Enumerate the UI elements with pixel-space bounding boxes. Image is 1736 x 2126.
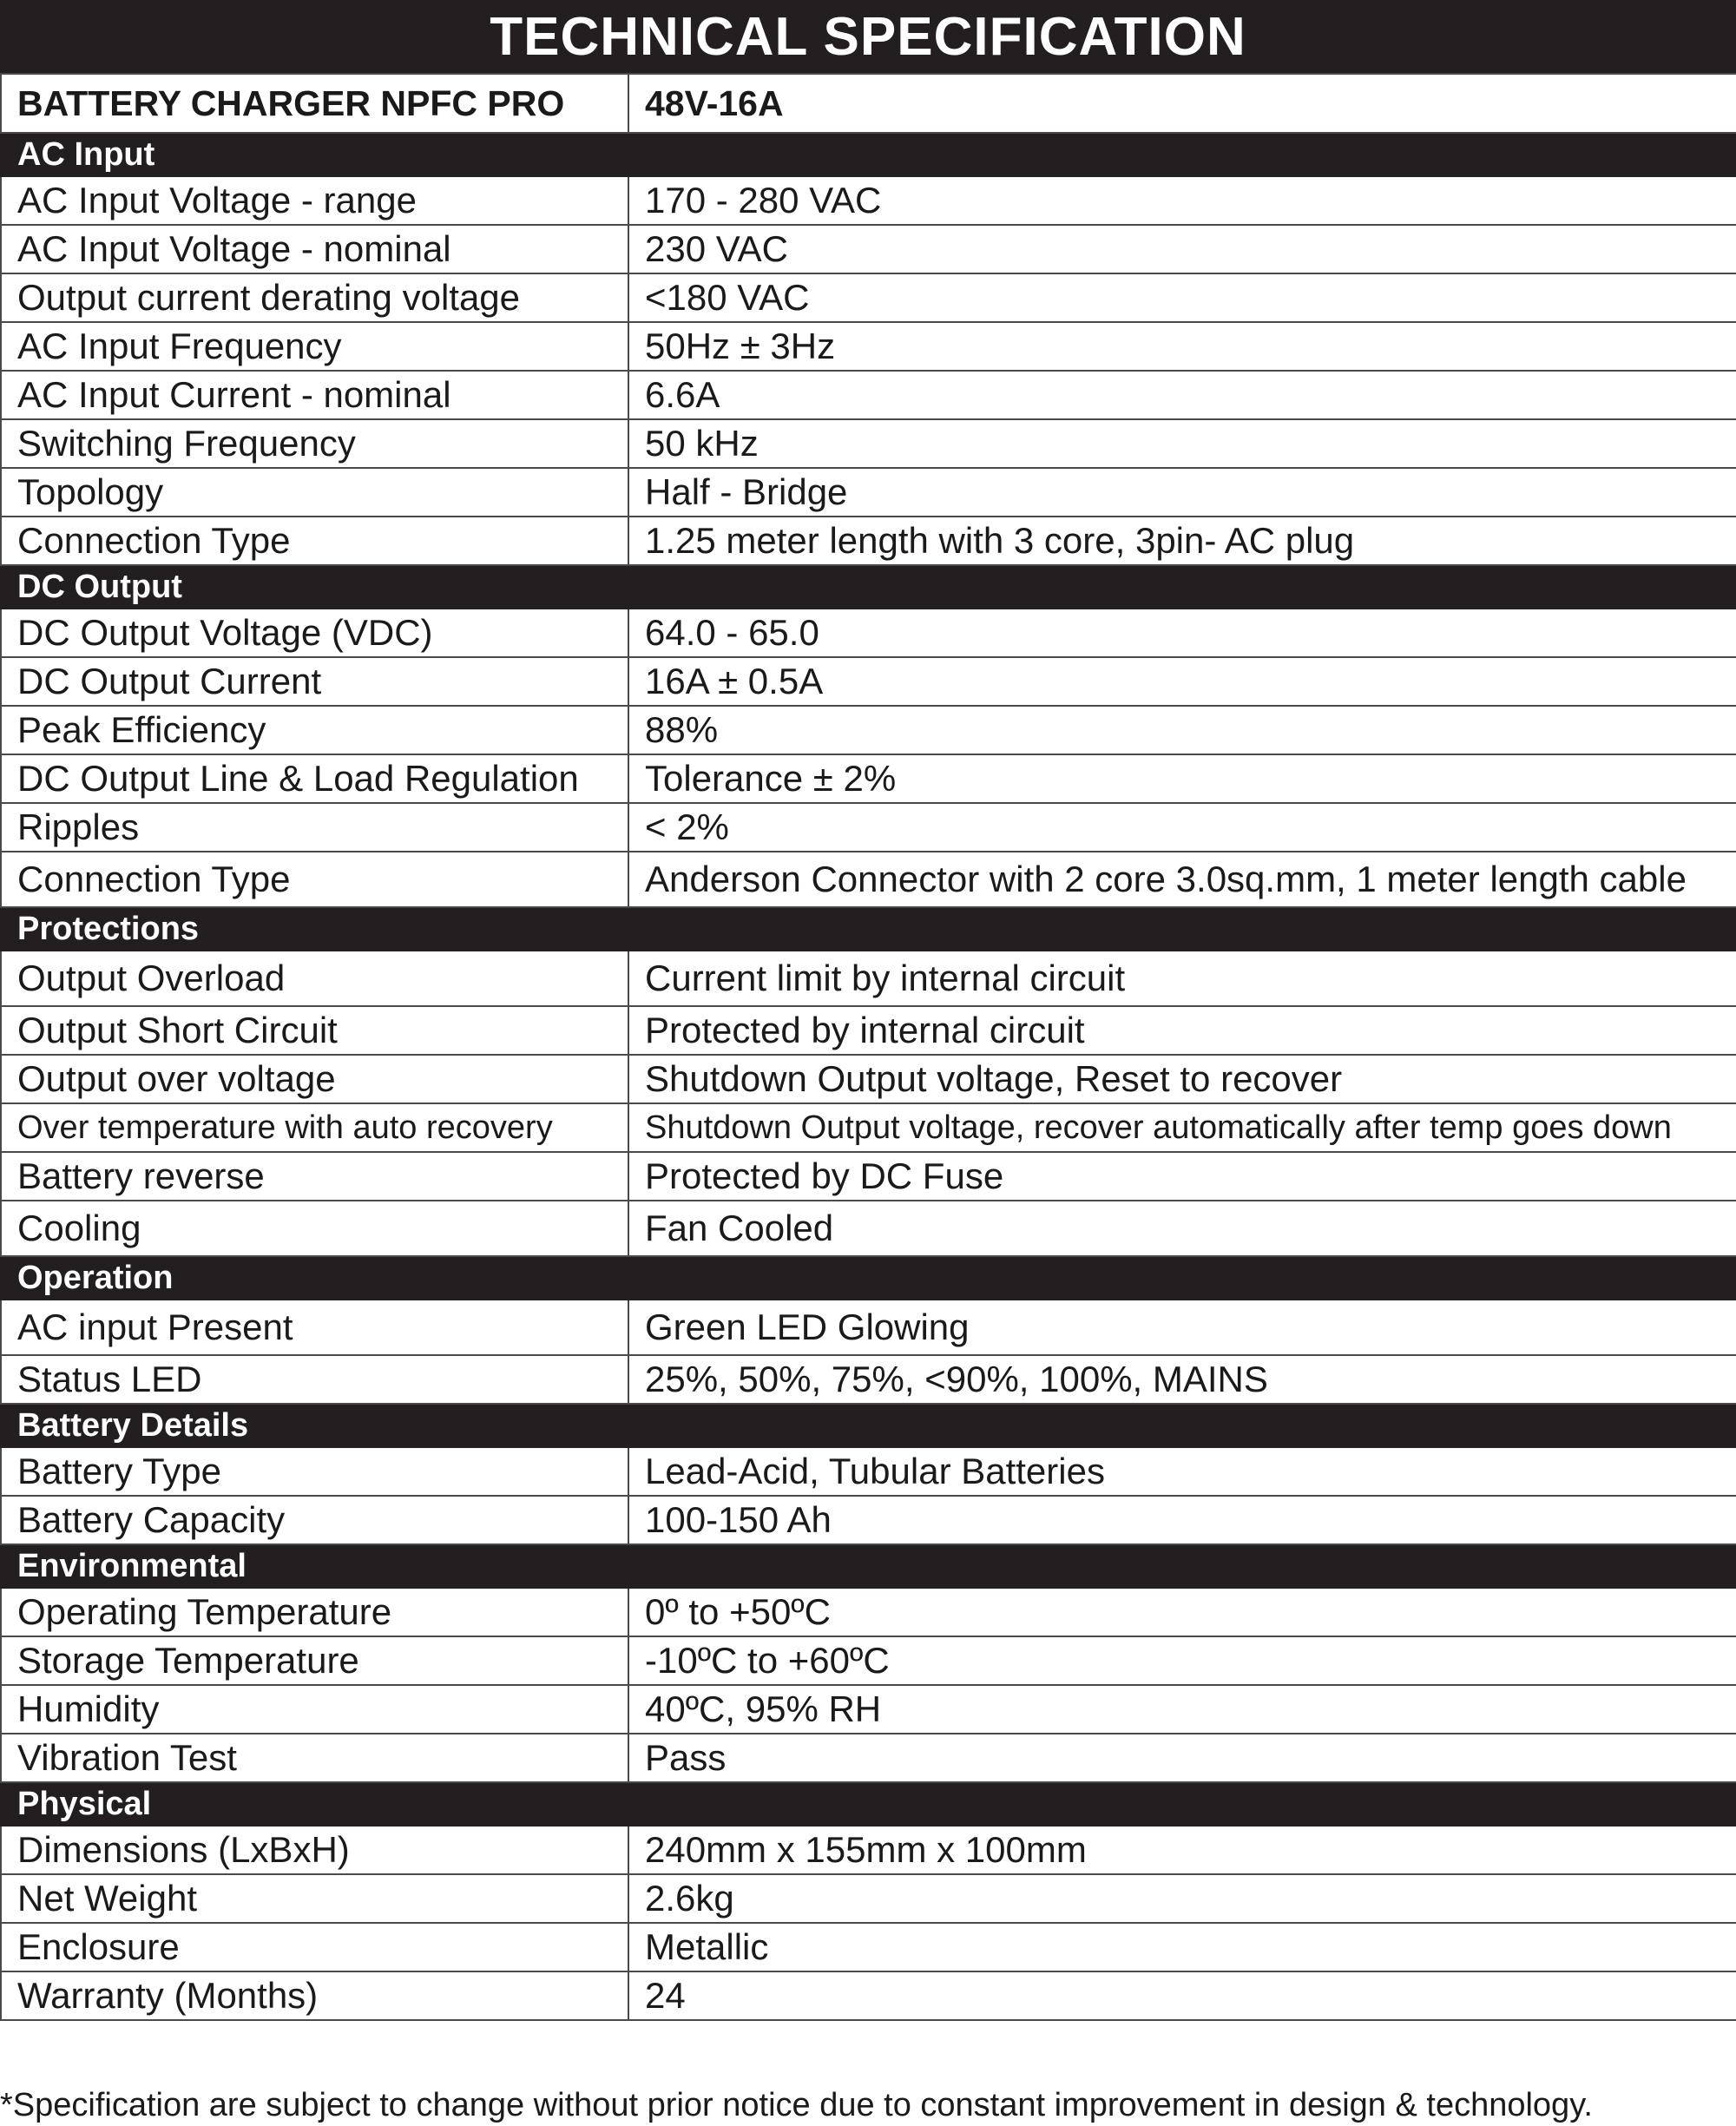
spec-value: 1.25 meter length with 3 core, 3pin- AC plug (628, 517, 1736, 565)
spec-row (1, 1826, 1736, 1874)
spec-label: Output Short Circuit (1, 1006, 628, 1055)
spec-table (0, 73, 1736, 2021)
spec-row (1, 322, 1736, 371)
model-value: 48V-16A (628, 74, 1736, 133)
spec-label: Status LED (1, 1355, 628, 1404)
spec-label: Humidity (1, 1685, 628, 1734)
section-heading: Protections (1, 907, 1736, 951)
spec-label: Connection Type (1, 517, 628, 565)
spec-label: Battery Type (1, 1447, 628, 1496)
spec-row (1, 273, 1736, 322)
section-heading: Environmental (1, 1544, 1736, 1588)
section-heading-row (1, 133, 1736, 176)
spec-label: Dimensions (LxBxH) (1, 1826, 628, 1874)
spec-value: Lead-Acid, Tubular Batteries (628, 1447, 1736, 1496)
spec-label: Switching Frequency (1, 419, 628, 468)
spec-value: 100-150 Ah (628, 1496, 1736, 1544)
spec-row (1, 1685, 1736, 1734)
spec-label: Ripples (1, 803, 628, 852)
section-heading: AC Input (1, 133, 1736, 176)
spec-label: Peak Efficiency (1, 706, 628, 754)
spec-row (1, 1300, 1736, 1355)
spec-row (1, 754, 1736, 803)
spec-row (1, 1201, 1736, 1256)
spec-value: Current limit by internal circuit (628, 951, 1736, 1006)
spec-row (1, 419, 1736, 468)
spec-label: Battery Capacity (1, 1496, 628, 1544)
spec-label: Operating Temperature (1, 1588, 628, 1636)
spec-label: Output Overload (1, 951, 628, 1006)
section-heading: Battery Details (1, 1404, 1736, 1447)
spec-value: 50 kHz (628, 419, 1736, 468)
spec-label: Vibration Test (1, 1734, 628, 1782)
spec-label: Battery reverse (1, 1152, 628, 1201)
section-heading: Physical (1, 1782, 1736, 1826)
spec-value: < 2% (628, 803, 1736, 852)
section-heading-row (1, 1404, 1736, 1447)
spec-row (1, 1734, 1736, 1782)
spec-value: Metallic (628, 1923, 1736, 1971)
spec-row (1, 1588, 1736, 1636)
spec-value: 240mm x 155mm x 100mm (628, 1826, 1736, 1874)
spec-label: AC Input Voltage - range (1, 176, 628, 225)
spec-value: Tolerance ± 2% (628, 754, 1736, 803)
section-heading: DC Output (1, 565, 1736, 609)
spec-value: Green LED Glowing (628, 1300, 1736, 1355)
spec-row (1, 706, 1736, 754)
spec-value: Pass (628, 1734, 1736, 1782)
spec-value: 16A ± 0.5A (628, 657, 1736, 706)
spec-row (1, 852, 1736, 907)
spec-value: -10ºC to +60ºC (628, 1636, 1736, 1685)
section-heading-row (1, 565, 1736, 609)
spec-label: AC Input Frequency (1, 322, 628, 371)
spec-value: 24 (628, 1971, 1736, 2020)
spec-row (1, 1923, 1736, 1971)
section-heading-row (1, 1782, 1736, 1826)
spec-row (1, 1636, 1736, 1685)
spec-value: Half - Bridge (628, 468, 1736, 517)
spec-value: 230 VAC (628, 225, 1736, 273)
section-heading-row (1, 1256, 1736, 1300)
spec-value: 25%, 50%, 75%, <90%, 100%, MAINS (628, 1355, 1736, 1404)
spec-label: Over temperature with auto recovery (1, 1103, 628, 1152)
spec-row (1, 176, 1736, 225)
spec-label: Topology (1, 468, 628, 517)
spec-row (1, 609, 1736, 657)
spec-value: 0º to +50ºC (628, 1588, 1736, 1636)
spec-value: Anderson Connector with 2 core 3.0sq.mm, 1 meter length cable (628, 852, 1736, 907)
section-heading: Operation (1, 1256, 1736, 1300)
spec-row (1, 1103, 1736, 1152)
spec-row (1, 1152, 1736, 1201)
spec-value: Fan Cooled (628, 1201, 1736, 1256)
spec-row (1, 1971, 1736, 2020)
spec-label: AC input Present (1, 1300, 628, 1355)
spec-value: 88% (628, 706, 1736, 754)
spec-label: Enclosure (1, 1923, 628, 1971)
spec-label: Storage Temperature (1, 1636, 628, 1685)
page-title: TECHNICAL SPECIFICATION (0, 0, 1736, 73)
spec-value: Protected by internal circuit (628, 1006, 1736, 1055)
spec-label: DC Output Voltage (VDC) (1, 609, 628, 657)
spec-value: 64.0 - 65.0 (628, 609, 1736, 657)
spec-row (1, 1447, 1736, 1496)
spec-value: <180 VAC (628, 273, 1736, 322)
spec-row (1, 371, 1736, 419)
spec-value: 6.6A (628, 371, 1736, 419)
spec-value: 170 - 280 VAC (628, 176, 1736, 225)
spec-label: AC Input Current - nominal (1, 371, 628, 419)
spec-label: Warranty (Months) (1, 1971, 628, 2020)
spec-label: AC Input Voltage - nominal (1, 225, 628, 273)
spec-row (1, 1874, 1736, 1923)
spec-row (1, 1496, 1736, 1544)
spec-row (1, 1006, 1736, 1055)
model-label: BATTERY CHARGER NPFC PRO (1, 74, 628, 133)
spec-row (1, 225, 1736, 273)
spec-value: 40ºC, 95% RH (628, 1685, 1736, 1734)
spec-label: Output current derating voltage (1, 273, 628, 322)
spec-row (1, 1055, 1736, 1103)
spec-value: Protected by DC Fuse (628, 1152, 1736, 1201)
section-heading-row (1, 1544, 1736, 1588)
footnote: *Specification are subject to change without prior notice due to constant improvement in design & technology. (0, 2087, 1593, 2123)
spec-row (1, 951, 1736, 1006)
spec-value: 2.6kg (628, 1874, 1736, 1923)
spec-row (1, 657, 1736, 706)
spec-row (1, 517, 1736, 565)
spec-label: Cooling (1, 1201, 628, 1256)
spec-value: Shutdown Output voltage, recover automatically after temp goes down (628, 1103, 1736, 1152)
spec-label: Connection Type (1, 852, 628, 907)
spec-value: Shutdown Output voltage, Reset to recover (628, 1055, 1736, 1103)
spec-label: DC Output Current (1, 657, 628, 706)
spec-label: Net Weight (1, 1874, 628, 1923)
section-heading-row (1, 907, 1736, 951)
spec-row (1, 1355, 1736, 1404)
spec-label: DC Output Line & Load Regulation (1, 754, 628, 803)
spec-label: Output over voltage (1, 1055, 628, 1103)
spec-row (1, 803, 1736, 852)
model-row (1, 74, 1736, 133)
spec-value: 50Hz ± 3Hz (628, 322, 1736, 371)
spec-row (1, 468, 1736, 517)
